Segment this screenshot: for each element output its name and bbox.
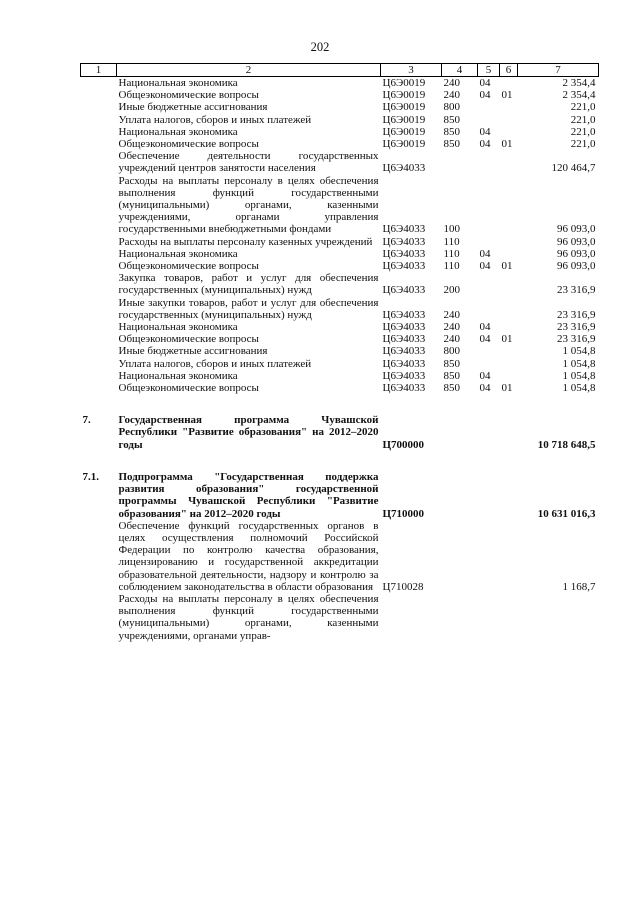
column-header: 6 bbox=[500, 64, 518, 77]
subsection-code: 01 bbox=[501, 260, 513, 273]
table-row bbox=[81, 593, 599, 642]
subsection-code bbox=[500, 471, 518, 520]
amount-value: 2 354,4 bbox=[562, 77, 596, 89]
amount-value: 10 631 016,3 bbox=[537, 507, 596, 520]
amount-value: 1 168,7 bbox=[562, 580, 596, 593]
item-number bbox=[81, 345, 117, 357]
expense-type-code bbox=[442, 520, 478, 593]
item-name: Национальная экономика bbox=[118, 321, 238, 334]
target-article-code: Ц6Э0019 bbox=[382, 138, 426, 151]
expense-type-code: 850 bbox=[443, 125, 460, 138]
amount-value: 221,0 bbox=[570, 101, 596, 114]
target-article-code: Ц6Э4033 bbox=[382, 235, 426, 248]
subsection-code bbox=[500, 236, 518, 248]
item-name: Иные закупки товаров, работ и услуг для обеспечения государственных (муниципальных) нужд bbox=[118, 296, 379, 321]
section-code bbox=[478, 272, 500, 296]
expense-type-code: 240 bbox=[443, 89, 460, 102]
table-row bbox=[81, 471, 599, 520]
item-name: Расходы на выплаты персоналу казенных учреждений bbox=[118, 235, 373, 248]
table-row bbox=[81, 370, 599, 382]
subsection-code bbox=[500, 248, 518, 260]
expense-type-code: 240 bbox=[443, 321, 460, 334]
item-name: Национальная экономика bbox=[118, 125, 238, 138]
item-name: Национальная экономика bbox=[118, 247, 238, 260]
expense-type-code: 850 bbox=[443, 113, 460, 126]
budget-table bbox=[80, 63, 599, 642]
expense-type-code: 200 bbox=[443, 284, 460, 297]
section-code bbox=[478, 297, 500, 321]
target-article-code: Ц6Э4033 bbox=[382, 382, 426, 395]
amount-value: 2 354,4 bbox=[562, 89, 596, 102]
section-code bbox=[478, 175, 500, 236]
column-header: 4 bbox=[442, 64, 478, 77]
item-name: Подпрограмма "Государственная поддержка развития образования" государственной программы Чувашской Республики "Развитие образования" на 2012–2020 годы bbox=[118, 470, 379, 520]
column-header: 2 bbox=[117, 64, 381, 77]
table-row bbox=[81, 520, 599, 593]
target-article-code: Ц710000 bbox=[382, 507, 425, 520]
table-row bbox=[81, 321, 599, 333]
target-article-code: Ц6Э0019 bbox=[382, 101, 426, 114]
subsection-code bbox=[500, 414, 518, 451]
table-row bbox=[81, 345, 599, 357]
column-header: 3 bbox=[381, 64, 442, 77]
section-code bbox=[478, 101, 500, 113]
column-header: 7 bbox=[518, 64, 599, 77]
table-row bbox=[81, 260, 599, 272]
item-name: Общеэкономические вопросы bbox=[118, 89, 259, 102]
item-name: Государственная программа Чувашской Республики "Развитие образования" на 2012–2020 годы bbox=[118, 414, 379, 451]
section-code: 04 bbox=[479, 247, 491, 260]
item-number: 7.1. bbox=[82, 470, 99, 483]
target-article-code: Ц6Э4033 bbox=[382, 284, 426, 297]
item-number bbox=[81, 138, 117, 150]
item-name: Уплата налогов, сборов и иных платежей bbox=[118, 357, 312, 370]
expense-type-code: 850 bbox=[443, 369, 460, 382]
expense-type-code: 850 bbox=[443, 138, 460, 151]
item-number bbox=[81, 321, 117, 333]
target-article-code: Ц6Э4033 bbox=[382, 321, 426, 334]
subsection-code bbox=[500, 150, 518, 174]
column-header: 1 bbox=[81, 64, 117, 77]
amount-value: 23 316,9 bbox=[557, 321, 596, 334]
section-code bbox=[478, 236, 500, 248]
spacer-row bbox=[81, 394, 599, 414]
section-code bbox=[478, 345, 500, 357]
item-name: Обеспечение функций государственных органов в целях осуществления полномочий Российской Федерации по контролю качества образования, лицензированию и государственной аккредитации образовательной деятельности, надзору и контролю за соблюдением законодательства в области образования bbox=[118, 519, 379, 593]
item-name: Иные бюджетные ассигнования bbox=[118, 101, 268, 114]
expense-type-code: 240 bbox=[443, 333, 460, 346]
section-code: 04 bbox=[479, 138, 491, 151]
amount-value: 221,0 bbox=[570, 138, 596, 151]
section-code bbox=[478, 150, 500, 174]
table-row bbox=[81, 248, 599, 260]
item-number bbox=[81, 520, 117, 593]
expense-type-code: 110 bbox=[443, 247, 460, 260]
section-code bbox=[478, 414, 500, 451]
subsection-code: 01 bbox=[501, 382, 513, 395]
section-code bbox=[478, 358, 500, 370]
amount-value bbox=[518, 593, 599, 642]
item-number bbox=[81, 593, 117, 642]
subsection-code bbox=[500, 370, 518, 382]
expense-type-code: 850 bbox=[443, 382, 460, 395]
section-code: 04 bbox=[479, 333, 491, 346]
table-row bbox=[81, 138, 599, 150]
target-article-code: Ц6Э0019 bbox=[382, 113, 426, 126]
section-code: 04 bbox=[479, 77, 491, 89]
expense-type-code: 110 bbox=[443, 235, 460, 248]
table-row bbox=[81, 175, 599, 236]
item-name: Обеспечение деятельности государственных учреждений центров занятости населения bbox=[118, 150, 379, 175]
table-row bbox=[81, 297, 599, 321]
subsection-code: 01 bbox=[501, 138, 513, 151]
item-number bbox=[81, 89, 117, 101]
expense-type-code: 110 bbox=[443, 260, 460, 273]
section-code: 04 bbox=[479, 369, 491, 382]
item-number bbox=[81, 175, 117, 236]
section-code: 04 bbox=[479, 125, 491, 138]
target-article-code: Ц700000 bbox=[382, 438, 425, 451]
item-number bbox=[81, 382, 117, 394]
item-number bbox=[81, 248, 117, 260]
amount-value: 23 316,9 bbox=[557, 284, 596, 297]
spacer-cell bbox=[81, 451, 599, 471]
expense-type-code: 800 bbox=[443, 101, 460, 114]
section-code: 04 bbox=[479, 89, 491, 102]
amount-value: 1 054,8 bbox=[562, 357, 596, 370]
target-article-code: Ц6Э4033 bbox=[382, 333, 426, 346]
expense-type-code: 240 bbox=[443, 77, 460, 89]
expense-type-code: 240 bbox=[443, 308, 460, 321]
column-header: 5 bbox=[478, 64, 500, 77]
table-row bbox=[81, 272, 599, 296]
item-name: Расходы на выплаты персоналу в целях обеспечения выполнения функций государственными (муниципальными) органами, казенными учреждениями, органами управления государственными внебюджетными фондами bbox=[118, 174, 379, 236]
expense-type-code bbox=[442, 593, 478, 642]
section-code: 04 bbox=[479, 321, 491, 334]
item-name: Уплата налогов, сборов и иных платежей bbox=[118, 113, 312, 126]
item-number bbox=[81, 150, 117, 174]
section-code bbox=[478, 471, 500, 520]
table-row bbox=[81, 77, 599, 90]
target-article-code: Ц6Э0019 bbox=[382, 89, 426, 102]
page-number: 202 bbox=[310, 40, 330, 54]
target-article-code: Ц6Э4033 bbox=[382, 162, 426, 175]
amount-value: 96 093,0 bbox=[557, 223, 596, 236]
amount-value: 23 316,9 bbox=[557, 333, 596, 346]
subsection-code bbox=[500, 345, 518, 357]
target-article-code: Ц6Э4033 bbox=[382, 345, 426, 358]
item-name: Закупка товаров, работ и услуг для обеспечения государственных (муниципальных) нужд bbox=[118, 272, 379, 297]
table-row bbox=[81, 358, 599, 370]
spacer-row bbox=[81, 451, 599, 471]
item-name: Общеэкономические вопросы bbox=[118, 138, 259, 151]
target-article-code bbox=[381, 593, 442, 642]
target-article-code: Ц710028 bbox=[382, 580, 424, 593]
section-code: 04 bbox=[479, 260, 491, 273]
amount-value: 1 054,8 bbox=[562, 369, 596, 382]
item-number bbox=[81, 101, 117, 113]
item-number bbox=[81, 333, 117, 345]
subsection-code bbox=[500, 272, 518, 296]
subsection-code bbox=[500, 77, 518, 90]
table-row bbox=[81, 382, 599, 394]
expense-type-code bbox=[442, 414, 478, 451]
amount-value: 96 093,0 bbox=[557, 235, 596, 248]
target-article-code: Ц6Э4033 bbox=[382, 247, 426, 260]
item-number bbox=[81, 297, 117, 321]
expense-type-code bbox=[442, 471, 478, 520]
section-code bbox=[478, 114, 500, 126]
item-name: Расходы на выплаты персоналу в целях обеспечения выполнения функций государственными (муниципальными) органами, казенными учреждениями, органами управ- bbox=[118, 592, 379, 642]
item-number bbox=[81, 126, 117, 138]
expense-type-code: 100 bbox=[443, 223, 460, 236]
budget-table-body bbox=[81, 64, 599, 642]
item-number bbox=[81, 272, 117, 296]
table-row bbox=[81, 236, 599, 248]
expense-type-code bbox=[442, 150, 478, 174]
target-article-code: Ц6Э4033 bbox=[382, 223, 426, 236]
expense-type-code: 850 bbox=[443, 357, 460, 370]
item-number bbox=[81, 77, 117, 90]
amount-value: 1 054,8 bbox=[562, 382, 596, 395]
target-article-code: Ц6Э0019 bbox=[382, 125, 426, 138]
item-number bbox=[81, 370, 117, 382]
target-article-code: Ц6Э0019 bbox=[382, 77, 426, 89]
subsection-code: 01 bbox=[501, 89, 513, 102]
item-name: Общеэкономические вопросы bbox=[118, 382, 259, 395]
item-name: Иные бюджетные ассигнования bbox=[118, 345, 268, 358]
table-row bbox=[81, 150, 599, 174]
item-number bbox=[81, 236, 117, 248]
table-row bbox=[81, 101, 599, 113]
item-number bbox=[81, 260, 117, 272]
table-row bbox=[81, 114, 599, 126]
item-name: Общеэкономические вопросы bbox=[118, 333, 259, 346]
target-article-code: Ц6Э4033 bbox=[382, 369, 426, 382]
target-article-code: Ц6Э4033 bbox=[382, 308, 426, 321]
item-name: Общеэкономические вопросы bbox=[118, 260, 259, 273]
amount-value: 221,0 bbox=[570, 113, 596, 126]
spacer-cell bbox=[81, 394, 599, 414]
target-article-code: Ц6Э4033 bbox=[382, 357, 426, 370]
table-row bbox=[81, 126, 599, 138]
subsection-code bbox=[500, 101, 518, 113]
column-header-row bbox=[81, 64, 599, 77]
subsection-code bbox=[500, 593, 518, 642]
subsection-code bbox=[500, 321, 518, 333]
amount-value: 96 093,0 bbox=[557, 247, 596, 260]
amount-value: 10 718 648,5 bbox=[537, 438, 596, 451]
expense-type-code: 800 bbox=[443, 345, 460, 358]
section-code bbox=[478, 593, 500, 642]
item-name: Национальная экономика bbox=[118, 77, 238, 89]
item-number bbox=[81, 114, 117, 126]
amount-value: 1 054,8 bbox=[562, 345, 596, 358]
item-number bbox=[81, 358, 117, 370]
subsection-code bbox=[500, 297, 518, 321]
subsection-code bbox=[500, 114, 518, 126]
subsection-code bbox=[500, 358, 518, 370]
amount-value: 221,0 bbox=[570, 125, 596, 138]
subsection-code bbox=[500, 126, 518, 138]
item-number: 7. bbox=[82, 414, 91, 427]
amount-value: 23 316,9 bbox=[557, 308, 596, 321]
subsection-code bbox=[500, 520, 518, 593]
amount-value: 96 093,0 bbox=[557, 260, 596, 273]
table-row bbox=[81, 333, 599, 345]
subsection-code bbox=[500, 175, 518, 236]
item-name: Национальная экономика bbox=[118, 369, 238, 382]
section-code: 04 bbox=[479, 382, 491, 395]
table-row bbox=[81, 89, 599, 101]
subsection-code: 01 bbox=[501, 333, 513, 346]
section-code bbox=[478, 520, 500, 593]
amount-value: 120 464,7 bbox=[551, 162, 596, 175]
table-row bbox=[81, 414, 599, 451]
target-article-code: Ц6Э4033 bbox=[382, 260, 426, 273]
